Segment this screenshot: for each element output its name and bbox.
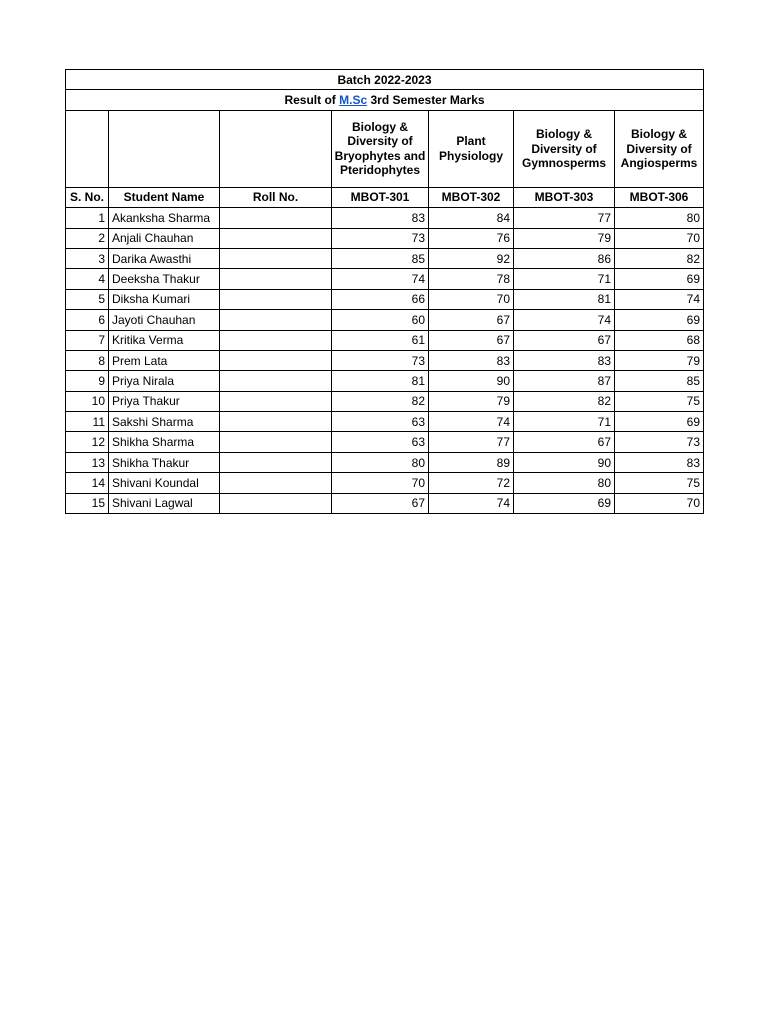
- cell-student-name: Deeksha Thakur: [109, 269, 220, 289]
- cell-mbot301: 67: [332, 493, 429, 513]
- cell-mbot306: 75: [615, 473, 704, 493]
- cell-mbot302: 78: [429, 269, 514, 289]
- table-row: [66, 289, 704, 309]
- batch-title: Batch 2022-2023: [66, 70, 704, 90]
- cell-mbot306: 69: [615, 269, 704, 289]
- cell-sno: 2: [66, 228, 109, 248]
- table-row: [66, 493, 704, 513]
- table-row: [66, 248, 704, 268]
- cell-roll-no: [220, 493, 332, 513]
- table-row: [66, 473, 704, 493]
- cell-sno: 7: [66, 330, 109, 350]
- cell-student-name: Priya Nirala: [109, 371, 220, 391]
- cell-student-name: Kritika Verma: [109, 330, 220, 350]
- result-title-suffix: 3rd Semester Marks: [370, 93, 485, 108]
- cell-mbot306: 70: [615, 493, 704, 513]
- cell-mbot302: 74: [429, 412, 514, 432]
- cell-mbot302: 79: [429, 391, 514, 411]
- cell-mbot303: 69: [514, 493, 615, 513]
- cell-sno: 6: [66, 310, 109, 330]
- cell-roll-no: [220, 289, 332, 309]
- table-row: [66, 412, 704, 432]
- cell-sno: 9: [66, 371, 109, 391]
- cell-mbot301: 73: [332, 350, 429, 370]
- cell-mbot306: 79: [615, 350, 704, 370]
- cell-student-name: Shivani Koundal: [109, 473, 220, 493]
- cell-student-name: Priya Thakur: [109, 391, 220, 411]
- cell-roll-no: [220, 412, 332, 432]
- cell-student-name: Shikha Sharma: [109, 432, 220, 452]
- table-row: [66, 228, 704, 248]
- cell-roll-no: [220, 310, 332, 330]
- cell-mbot306: 69: [615, 412, 704, 432]
- cell-student-name: Prem Lata: [109, 350, 220, 370]
- cell-mbot301: 85: [332, 248, 429, 268]
- cell-mbot302: 74: [429, 493, 514, 513]
- cell-roll-no: [220, 452, 332, 472]
- table-row: [66, 432, 704, 452]
- table-row: [66, 208, 704, 228]
- cell-sno: 14: [66, 473, 109, 493]
- msc-link[interactable]: M.Sc: [339, 93, 368, 108]
- result-title-prefix: Result of: [284, 93, 336, 108]
- cell-mbot302: 84: [429, 208, 514, 228]
- cell-mbot306: 68: [615, 330, 704, 350]
- cell-mbot301: 70: [332, 473, 429, 493]
- header-sno: S. No.: [66, 187, 109, 207]
- cell-student-name: Akanksha Sharma: [109, 208, 220, 228]
- subject-name-mbot301: Biology & Diversity of Bryophytes and Pteridophytes: [332, 110, 429, 187]
- cell-mbot302: 72: [429, 473, 514, 493]
- cell-mbot301: 83: [332, 208, 429, 228]
- cell-roll-no: [220, 432, 332, 452]
- subject-blank-roll: [220, 110, 332, 187]
- header-code-mbot306: MBOT-306: [615, 187, 704, 207]
- cell-mbot301: 60: [332, 310, 429, 330]
- table-row: [66, 391, 704, 411]
- cell-mbot303: 90: [514, 452, 615, 472]
- cell-sno: 12: [66, 432, 109, 452]
- cell-mbot301: 74: [332, 269, 429, 289]
- cell-mbot306: 74: [615, 289, 704, 309]
- cell-mbot301: 63: [332, 432, 429, 452]
- cell-student-name: Sakshi Sharma: [109, 412, 220, 432]
- cell-mbot302: 76: [429, 228, 514, 248]
- cell-mbot303: 81: [514, 289, 615, 309]
- cell-mbot303: 86: [514, 248, 615, 268]
- cell-mbot306: 75: [615, 391, 704, 411]
- cell-mbot303: 67: [514, 330, 615, 350]
- table-row: [66, 371, 704, 391]
- cell-roll-no: [220, 208, 332, 228]
- cell-mbot303: 71: [514, 269, 615, 289]
- table-row: [66, 310, 704, 330]
- cell-mbot302: 70: [429, 289, 514, 309]
- cell-roll-no: [220, 228, 332, 248]
- cell-mbot302: 90: [429, 371, 514, 391]
- cell-mbot302: 67: [429, 330, 514, 350]
- cell-mbot301: 61: [332, 330, 429, 350]
- table-row: [66, 452, 704, 472]
- cell-mbot301: 63: [332, 412, 429, 432]
- student-rows: [66, 208, 704, 514]
- cell-student-name: Diksha Kumari: [109, 289, 220, 309]
- cell-roll-no: [220, 371, 332, 391]
- cell-sno: 8: [66, 350, 109, 370]
- cell-roll-no: [220, 350, 332, 370]
- cell-mbot301: 81: [332, 371, 429, 391]
- cell-sno: 1: [66, 208, 109, 228]
- cell-student-name: Anjali Chauhan: [109, 228, 220, 248]
- cell-mbot303: 79: [514, 228, 615, 248]
- subject-name-mbot306: Biology & Diversity of Angiosperms: [615, 110, 704, 187]
- marks-table: [65, 69, 704, 514]
- header-code-mbot302: MBOT-302: [429, 187, 514, 207]
- cell-student-name: Darika Awasthi: [109, 248, 220, 268]
- cell-student-name: Shivani Lagwal: [109, 493, 220, 513]
- cell-roll-no: [220, 248, 332, 268]
- cell-mbot306: 69: [615, 310, 704, 330]
- cell-mbot303: 71: [514, 412, 615, 432]
- cell-mbot302: 89: [429, 452, 514, 472]
- cell-mbot302: 67: [429, 310, 514, 330]
- cell-mbot302: 83: [429, 350, 514, 370]
- cell-mbot306: 85: [615, 371, 704, 391]
- cell-roll-no: [220, 330, 332, 350]
- cell-mbot306: 73: [615, 432, 704, 452]
- cell-mbot301: 80: [332, 452, 429, 472]
- subject-name-mbot302: Plant Physiology: [429, 110, 514, 187]
- header-code-mbot301: MBOT-301: [332, 187, 429, 207]
- cell-mbot301: 73: [332, 228, 429, 248]
- cell-mbot306: 70: [615, 228, 704, 248]
- cell-student-name: Jayoti Chauhan: [109, 310, 220, 330]
- cell-roll-no: [220, 269, 332, 289]
- cell-student-name: Shikha Thakur: [109, 452, 220, 472]
- cell-mbot303: 87: [514, 371, 615, 391]
- table-row: [66, 269, 704, 289]
- cell-sno: 10: [66, 391, 109, 411]
- cell-mbot302: 92: [429, 248, 514, 268]
- cell-mbot303: 77: [514, 208, 615, 228]
- result-title: [66, 90, 704, 110]
- subject-blank-sno: [66, 110, 109, 187]
- header-roll-no: Roll No.: [220, 187, 332, 207]
- cell-mbot306: 82: [615, 248, 704, 268]
- cell-mbot303: 80: [514, 473, 615, 493]
- cell-sno: 13: [66, 452, 109, 472]
- cell-sno: 3: [66, 248, 109, 268]
- cell-sno: 4: [66, 269, 109, 289]
- header-code-mbot303: MBOT-303: [514, 187, 615, 207]
- cell-mbot303: 82: [514, 391, 615, 411]
- cell-sno: 15: [66, 493, 109, 513]
- cell-mbot301: 82: [332, 391, 429, 411]
- table-row: [66, 350, 704, 370]
- cell-mbot303: 74: [514, 310, 615, 330]
- cell-mbot306: 83: [615, 452, 704, 472]
- cell-roll-no: [220, 473, 332, 493]
- subject-blank-name: [109, 110, 220, 187]
- header-student-name: Student Name: [109, 187, 220, 207]
- subject-name-mbot303: Biology & Diversity of Gymnosperms: [514, 110, 615, 187]
- cell-mbot303: 67: [514, 432, 615, 452]
- cell-mbot306: 80: [615, 208, 704, 228]
- cell-sno: 5: [66, 289, 109, 309]
- table-row: [66, 330, 704, 350]
- cell-mbot303: 83: [514, 350, 615, 370]
- cell-sno: 11: [66, 412, 109, 432]
- cell-mbot301: 66: [332, 289, 429, 309]
- cell-mbot302: 77: [429, 432, 514, 452]
- cell-roll-no: [220, 391, 332, 411]
